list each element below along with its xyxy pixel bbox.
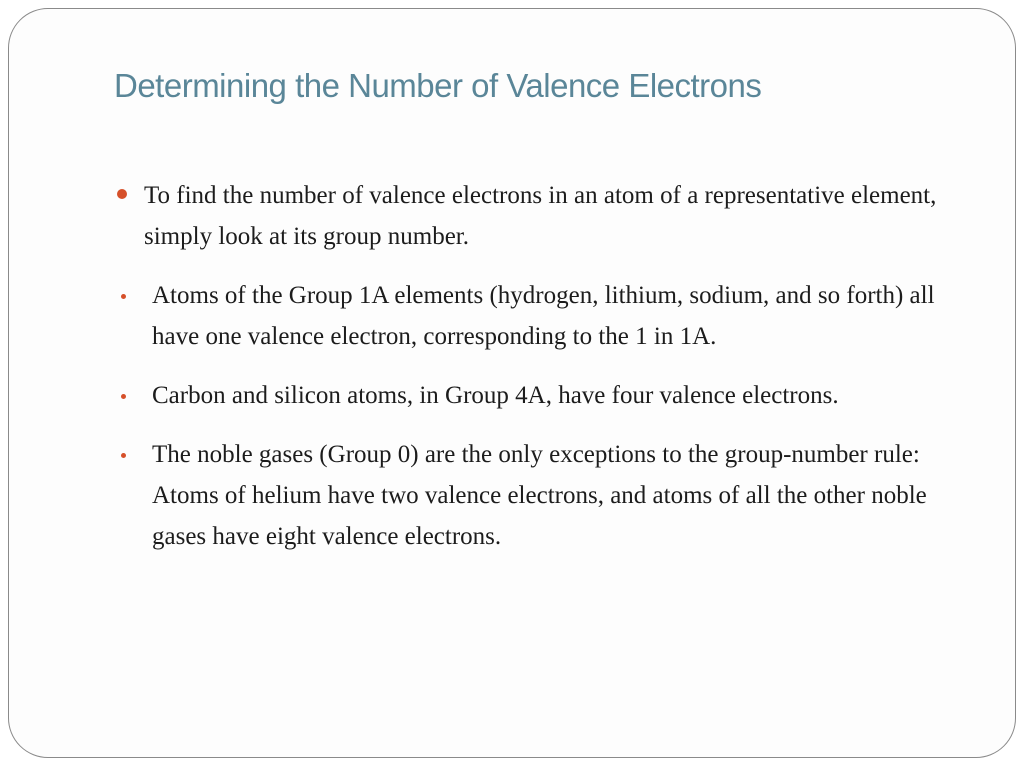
bullet-text: Carbon and silicon atoms, in Group 4A, have four valence electrons. [152,382,839,409]
bullet-item-group-1a [109,275,969,357]
bullet-dot-icon [117,189,127,199]
bullet-item-noble-gases [109,434,969,557]
bullet-dot-icon [121,453,126,458]
bullet-dot-icon [121,394,126,399]
bullet-text: Atoms of the Group 1A elements (hydrogen, lithium, sodium, and so forth) all have one valence electron, corresponding to the 1 in 1A. [152,282,935,350]
slide-title: Determining the Number of Valence Electrons [114,67,762,104]
slide-frame [8,8,1016,758]
bullet-list [109,175,969,575]
bullet-text: To find the number of valence electrons in an atom of a representative element, simply look at its group number. [144,182,937,250]
bullet-item-group-number [109,175,969,257]
bullet-dot-icon [121,294,126,299]
bullet-text: The noble gases (Group 0) are the only exceptions to the group-number rule: Atoms of helium have two valence electrons, and atoms of all the other noble gases have eight valence electrons. [152,441,927,550]
bullet-item-group-4a [109,375,969,416]
